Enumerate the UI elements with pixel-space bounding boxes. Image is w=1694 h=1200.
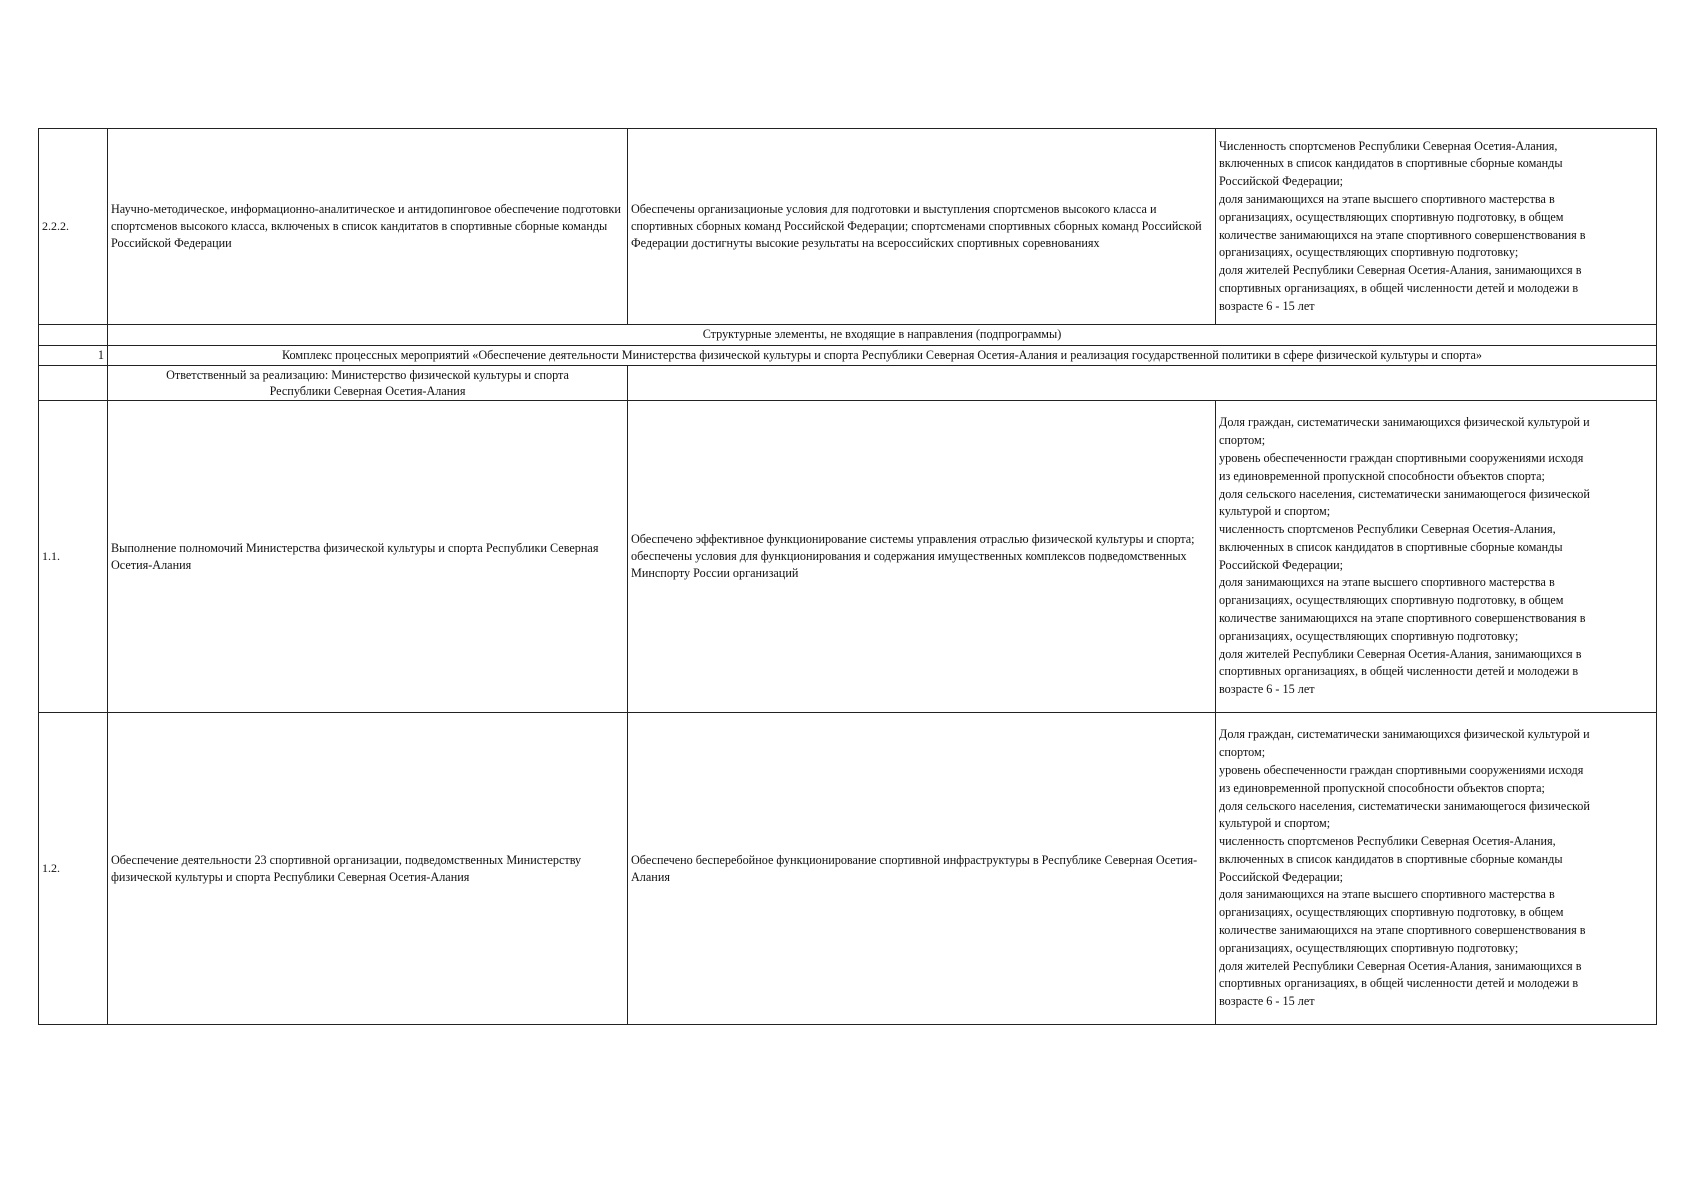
indicator-line: численность спортсменов Республики Северная Осетия-Алания, xyxy=(1219,522,1556,537)
indicator-line: культурой и спортом; xyxy=(1219,816,1331,831)
section-title: Структурные элементы, не входящие в направления (подпрограммы) xyxy=(108,325,1657,346)
effect-cell xyxy=(628,401,1216,713)
indicators-cell xyxy=(1216,401,1657,713)
indicator-line: организациях, осуществляющих спортивную подготовку; xyxy=(1219,628,1519,643)
task-cell: Научно-методическое, информационно-аналитическое и антидопинговое обеспечение подготовки спортсменов высокого класса, включеных в список кандитатов в спортивные сборные команды Российской Федерации xyxy=(108,129,628,325)
indicator-line: Российской Федерации; xyxy=(1219,174,1344,189)
indicator-line: включенных в список кандидатов в спортивные сборные команды xyxy=(1219,156,1563,171)
indicator-line: количестве занимающихся на этапе спортивного совершенствования в xyxy=(1219,227,1586,242)
responsible-line: Ответственный за реализацию: Министерство физической культуры и спорта xyxy=(166,368,569,383)
indicator-line: доля сельского населения, систематически занимающегося физической xyxy=(1219,798,1590,813)
indicator-line: доля занимающихся на этапе высшего спортивного мастерства в xyxy=(1219,191,1555,206)
indicator-line: Российской Федерации; xyxy=(1219,557,1344,572)
indicator-line: количестве занимающихся на этапе спортивного совершенствования в xyxy=(1219,923,1586,938)
row-number: 1.1. xyxy=(39,401,108,713)
indicator-line: Доля граждан, систематически занимающихся физической культурой и xyxy=(1219,727,1590,742)
indicators-cell xyxy=(1216,129,1657,325)
row-number: 2.2.2. xyxy=(39,129,108,325)
empty-cell xyxy=(39,366,108,401)
indicator-line: уровень обеспеченности граждан спортивными сооружениями исходя xyxy=(1219,762,1584,777)
indicator-line: возрасте 6 - 15 лет xyxy=(1219,682,1315,697)
indicator-line: из единовременной пропускной способности объектов спорта; xyxy=(1219,780,1545,795)
indicator-line: доля занимающихся на этапе высшего спортивного мастерства в xyxy=(1219,575,1555,590)
indicator-line: уровень обеспеченности граждан спортивными сооружениями исходя xyxy=(1219,450,1584,465)
program-table xyxy=(38,128,1657,1025)
effect-line: обеспечены условия для функционирования и содержания имущественных комплексов подведомственных Минспорту России организаций xyxy=(631,549,1187,581)
table-row-1-2 xyxy=(39,713,1657,1025)
indicator-line: организациях, осуществляющих спортивную подготовку, в общем xyxy=(1219,209,1564,224)
empty-cell xyxy=(628,366,1657,401)
row-number: 1.2. xyxy=(39,713,108,1025)
indicator-line: организациях, осуществляющих спортивную подготовку, в общем xyxy=(1219,905,1564,920)
section-title-row xyxy=(39,325,1657,346)
indicator-line: Численность спортсменов Республики Северная Осетия-Алания, xyxy=(1219,138,1558,153)
indicator-line: доля жителей Республики Северная Осетия-Алания, занимающихся в xyxy=(1219,646,1582,661)
effect-cell: Обеспечено бесперебойное функционирование спортивной инфраструктуры в Республике Северная Осетия-Алания xyxy=(628,713,1216,1025)
effect-cell: Обеспечены организационые условия для подготовки и выступления спортсменов высокого класса и спортивных сборных команд Российской Федерации; спортсменами спортивных сборных команд Российской Федерации достигнуты высокие результаты на всероссийских спортивных соревнованиях xyxy=(628,129,1216,325)
complex-number: 1 xyxy=(39,345,108,366)
complex-row xyxy=(39,345,1657,366)
indicator-line: Доля граждан, систематически занимающихся физической культурой и xyxy=(1219,415,1590,430)
table-row-1-1 xyxy=(39,401,1657,713)
indicator-line: организациях, осуществляющих спортивную подготовку; xyxy=(1219,245,1519,260)
responsible-cell xyxy=(108,366,628,401)
indicator-line: спортом; xyxy=(1219,433,1266,448)
complex-title: Комплекс процессных мероприятий «Обеспечение деятельности Министерства физической культуры и спорта Республики Северная Осетия-Алания и реализация государственной политики в сфере физической культуры и спорта» xyxy=(108,345,1657,366)
indicator-line: доля жителей Республики Северная Осетия-Алания, занимающихся в xyxy=(1219,958,1582,973)
indicator-line: включенных в список кандидатов в спортивные сборные команды xyxy=(1219,539,1563,554)
indicator-line: организациях, осуществляющих спортивную подготовку, в общем xyxy=(1219,593,1564,608)
indicator-line: Российской Федерации; xyxy=(1219,869,1344,884)
indicator-line: спортивных организациях, в общей численности детей и молодежи в xyxy=(1219,664,1579,679)
responsible-row xyxy=(39,366,1657,401)
indicator-line: спортивных организациях, в общей численности детей и молодежи в xyxy=(1219,280,1579,295)
indicator-line: численность спортсменов Республики Северная Осетия-Алания, xyxy=(1219,834,1556,849)
indicator-line: включенных в список кандидатов в спортивные сборные команды xyxy=(1219,851,1563,866)
empty-cell xyxy=(39,325,108,346)
indicator-line: доля занимающихся на этапе высшего спортивного мастерства в xyxy=(1219,887,1555,902)
indicator-line: из единовременной пропускной способности объектов спорта; xyxy=(1219,468,1545,483)
effect-line: Обеспечено эффективное функционирование системы управления отраслью физической культуры и спорта; xyxy=(631,532,1195,547)
indicator-line: организациях, осуществляющих спортивную подготовку; xyxy=(1219,940,1519,955)
responsible-line: Республики Северная Осетия-Алания xyxy=(269,384,466,399)
indicator-line: возрасте 6 - 15 лет xyxy=(1219,298,1315,313)
indicator-line: доля сельского населения, систематически занимающегося физической xyxy=(1219,486,1590,501)
task-cell: Обеспечение деятельности 23 спортивной организации, подведомственных Министерству физической культуры и спорта Республики Северная Осетия-Алания xyxy=(108,713,628,1025)
task-cell: Выполнение полномочий Министерства физической культуры и спорта Республики Северная Осетия-Алания xyxy=(108,401,628,713)
indicator-line: возрасте 6 - 15 лет xyxy=(1219,994,1315,1009)
indicator-line: доля жителей Республики Северная Осетия-Алания, занимающихся в xyxy=(1219,263,1582,278)
indicators-cell xyxy=(1216,713,1657,1025)
indicator-line: культурой и спортом; xyxy=(1219,504,1331,519)
indicator-line: спортивных организациях, в общей численности детей и молодежи в xyxy=(1219,976,1579,991)
indicator-line: спортом; xyxy=(1219,745,1266,760)
indicator-line: количестве занимающихся на этапе спортивного совершенствования в xyxy=(1219,611,1586,626)
table-row-2-2-2 xyxy=(39,129,1657,325)
